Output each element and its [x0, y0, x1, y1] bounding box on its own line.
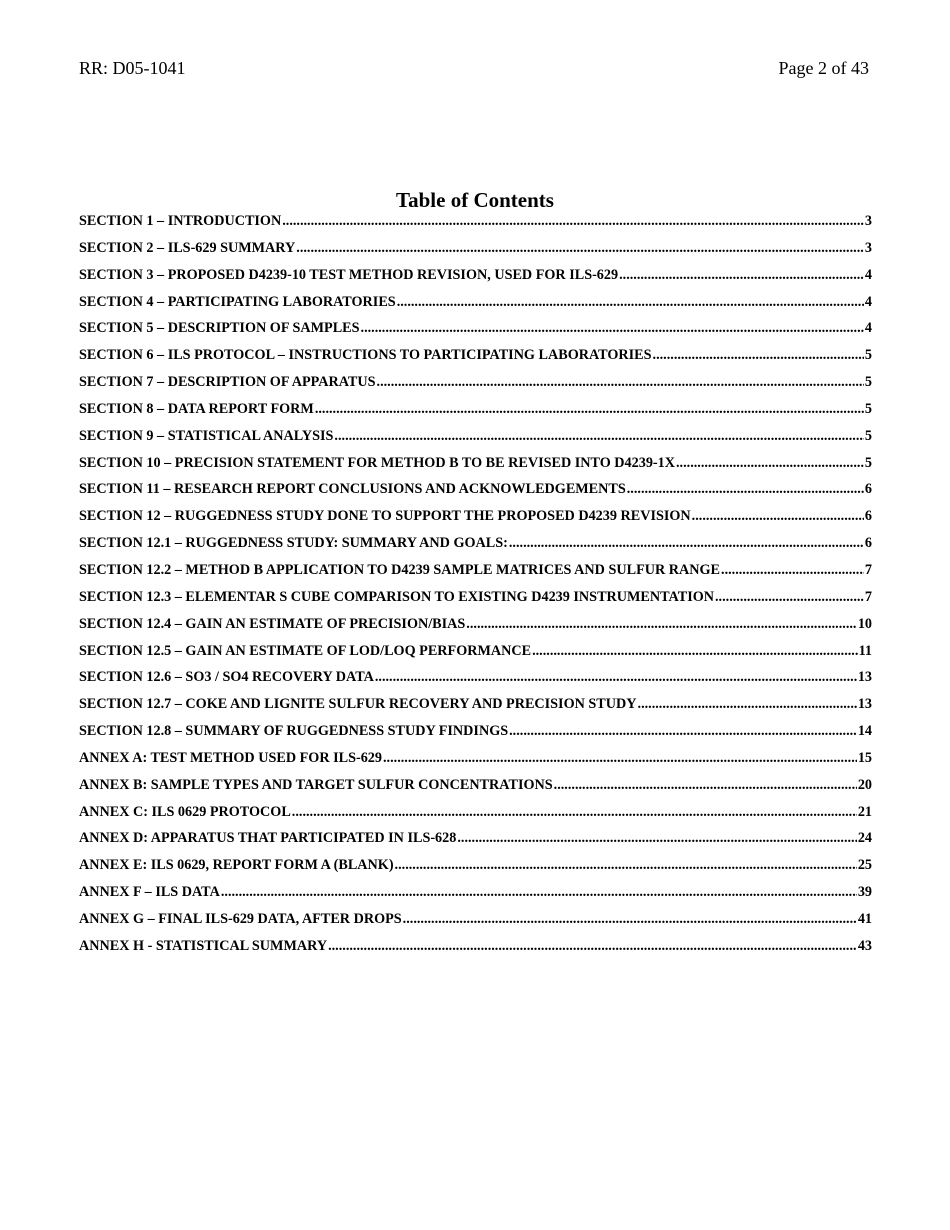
toc-dot-leader — [554, 775, 857, 795]
toc-dot-leader — [721, 560, 864, 580]
toc-entry-label: SECTION 1 – INTRODUCTION — [79, 213, 282, 229]
toc-entry-page: 4 — [864, 320, 872, 337]
toc-entry-label: ANNEX G – FINAL ILS-629 DATA, AFTER DROPS — [79, 910, 402, 927]
toc-dot-leader — [653, 345, 864, 365]
toc-dot-leader — [361, 318, 864, 338]
toc-entry-page: 13 — [857, 696, 872, 713]
toc-entry-page: 24 — [857, 830, 872, 847]
toc-entry-page: 6 — [864, 481, 872, 498]
toc-dot-leader — [397, 292, 864, 312]
toc-entry[interactable] — [79, 318, 872, 345]
toc-entry-page: 7 — [864, 588, 872, 605]
toc-entry[interactable] — [79, 909, 872, 936]
toc-entry-page: 13 — [857, 669, 872, 686]
document-id: RR: D05-1041 — [79, 58, 186, 78]
toc-entry[interactable] — [79, 533, 872, 560]
toc-dot-leader — [328, 936, 857, 956]
toc-entry-page: 10 — [857, 615, 872, 632]
toc-entry[interactable] — [79, 882, 872, 909]
toc-entry[interactable] — [79, 238, 872, 265]
toc-entry[interactable] — [79, 265, 872, 292]
toc-dot-leader — [676, 453, 864, 473]
toc-entry[interactable] — [79, 587, 872, 614]
toc-entry[interactable] — [79, 506, 872, 533]
toc-entry-page: 4 — [864, 293, 872, 310]
toc-entry-page: 3 — [864, 239, 872, 256]
toc-entry-page: 14 — [857, 723, 872, 740]
toc-dot-leader — [715, 587, 864, 607]
toc-entry-label: SECTION 10 – PRECISION STATEMENT FOR METHOD B TO BE REVISED INTO D4239-1X — [79, 454, 675, 471]
toc-dot-leader — [627, 479, 864, 499]
toc-entry-label: SECTION 4 – PARTICIPATING LABORATORIES — [79, 293, 396, 310]
toc-entry-label: SECTION 12.7 – COKE AND LIGNITE SULFUR RECOVERY AND PRECISION STUDY — [79, 696, 637, 713]
toc-entry-label: ANNEX D: APPARATUS THAT PARTICIPATED IN ILS-628 — [79, 830, 457, 847]
toc-dot-leader — [221, 882, 857, 902]
toc-entry-label: SECTION 12.3 – ELEMENTAR S CUBE COMPARISON TO EXISTING D4239 INSTRUMENTATION — [79, 588, 714, 605]
toc-entry-page: 20 — [857, 776, 872, 793]
toc-entry-label: SECTION 12.2 – METHOD B APPLICATION TO D4239 SAMPLE MATRICES AND SULFUR RANGE — [79, 561, 721, 578]
toc-entry-label: SECTION 3 – PROPOSED D4239-10 TEST METHOD REVISION, USED FOR ILS-629 — [79, 266, 619, 283]
toc-entry-page: 6 — [864, 508, 872, 525]
toc-entry-label: SECTION 2 – ILS-629 SUMMARY — [79, 239, 296, 256]
toc-entry[interactable] — [79, 694, 872, 721]
toc-dot-leader — [292, 802, 857, 822]
toc-dot-leader — [334, 426, 863, 446]
toc-entry-label: SECTION 12.4 – GAIN AN ESTIMATE OF PRECISION/BIAS — [79, 615, 466, 632]
toc-entry-label: SECTION 12 – RUGGEDNESS STUDY DONE TO SUPPORT THE PROPOSED D4239 REVISION — [79, 508, 691, 525]
toc-entry-page: 21 — [857, 803, 872, 820]
page-number: Page 2 of 43 — [778, 58, 869, 78]
toc-entry[interactable] — [79, 936, 872, 963]
toc-entry-page: 43 — [857, 937, 872, 954]
toc-entry-page: 3 — [864, 213, 872, 229]
toc-entry[interactable] — [79, 453, 872, 480]
toc-entry-label: SECTION 12.5 – GAIN AN ESTIMATE OF LOD/LOQ PERFORMANCE — [79, 642, 532, 659]
toc-entry-page: 5 — [864, 454, 872, 471]
toc-entry-label: ANNEX B: SAMPLE TYPES AND TARGET SULFUR CONCENTRATIONS — [79, 776, 553, 793]
toc-entry-page: 5 — [864, 427, 872, 444]
toc-entry-label: SECTION 12.8 – SUMMARY OF RUGGEDNESS STUDY FINDINGS — [79, 723, 509, 740]
toc-entry[interactable] — [79, 721, 872, 748]
toc-entry[interactable] — [79, 641, 872, 668]
toc-entry-label: SECTION 8 – DATA REPORT FORM — [79, 400, 314, 417]
toc-dot-leader — [692, 506, 864, 526]
toc-dot-leader — [375, 667, 857, 687]
toc-entry[interactable] — [79, 560, 872, 587]
toc-entry-label: SECTION 5 – DESCRIPTION OF SAMPLES — [79, 320, 360, 337]
toc-entry-label: SECTION 6 – ILS PROTOCOL – INSTRUCTIONS TO PARTICIPATING LABORATORIES — [79, 347, 652, 364]
toc-entry[interactable] — [79, 479, 872, 506]
toc-dot-leader — [377, 372, 864, 392]
toc-entry-label: SECTION 11 – RESEARCH REPORT CONCLUSIONS AND ACKNOWLEDGEMENTS — [79, 481, 626, 498]
toc-entry-label: SECTION 7 – DESCRIPTION OF APPARATUS — [79, 374, 376, 391]
toc-entry-page: 25 — [857, 857, 872, 874]
toc-title: Table of Contents — [396, 188, 554, 212]
toc-entry-page: 15 — [857, 749, 872, 766]
toc-entry-label: ANNEX E: ILS 0629, REPORT FORM A (BLANK) — [79, 857, 394, 874]
toc-entry[interactable] — [79, 775, 872, 802]
toc-entry-label: SECTION 12.6 – SO3 / SO4 RECOVERY DATA — [79, 669, 374, 686]
toc-entry[interactable] — [79, 426, 872, 453]
toc-dot-leader — [383, 748, 857, 768]
toc-entry-page: 39 — [857, 884, 872, 901]
toc-entry-page: 5 — [864, 400, 872, 417]
toc-entry[interactable] — [79, 828, 872, 855]
toc-dot-leader — [395, 855, 857, 875]
toc-entry-label: ANNEX A: TEST METHOD USED FOR ILS-629 — [79, 749, 382, 766]
table-of-contents — [79, 211, 872, 963]
toc-dot-leader — [282, 211, 864, 231]
toc-dot-leader — [619, 265, 864, 285]
toc-entry[interactable] — [79, 211, 872, 238]
toc-entry-label: ANNEX C: ILS 0629 PROTOCOL — [79, 803, 291, 820]
toc-entry-page: 6 — [864, 535, 872, 552]
toc-dot-leader — [466, 614, 857, 634]
toc-entry-label: SECTION 9 – STATISTICAL ANALYSIS — [79, 427, 334, 444]
toc-dot-leader — [638, 694, 857, 714]
toc-entry[interactable] — [79, 614, 872, 641]
toc-entry[interactable] — [79, 345, 872, 372]
toc-entry[interactable] — [79, 855, 872, 882]
toc-dot-leader — [403, 909, 857, 929]
toc-dot-leader — [296, 238, 864, 258]
toc-entry[interactable] — [79, 372, 872, 399]
toc-dot-leader — [532, 641, 858, 661]
toc-entry-page: 7 — [864, 561, 872, 578]
toc-dot-leader — [315, 399, 864, 419]
toc-entry-label: ANNEX F – ILS DATA — [79, 884, 220, 901]
toc-entry-label: ANNEX H - STATISTICAL SUMMARY — [79, 937, 328, 954]
toc-entry-page: 4 — [864, 266, 872, 283]
toc-entry[interactable] — [79, 802, 872, 829]
toc-entry[interactable] — [79, 399, 872, 426]
toc-entry[interactable] — [79, 748, 872, 775]
toc-entry-page: 11 — [858, 642, 872, 659]
toc-dot-leader — [509, 721, 857, 741]
toc-entry-page: 5 — [864, 347, 872, 364]
toc-entry-page: 5 — [864, 374, 872, 391]
toc-dot-leader — [457, 828, 856, 848]
toc-dot-leader — [509, 533, 864, 553]
toc-entry-page: 41 — [857, 910, 872, 927]
toc-entry[interactable] — [79, 292, 872, 319]
toc-entry[interactable] — [79, 667, 872, 694]
toc-entry-label: SECTION 12.1 – RUGGEDNESS STUDY: SUMMARY AND GOALS: — [79, 535, 508, 552]
